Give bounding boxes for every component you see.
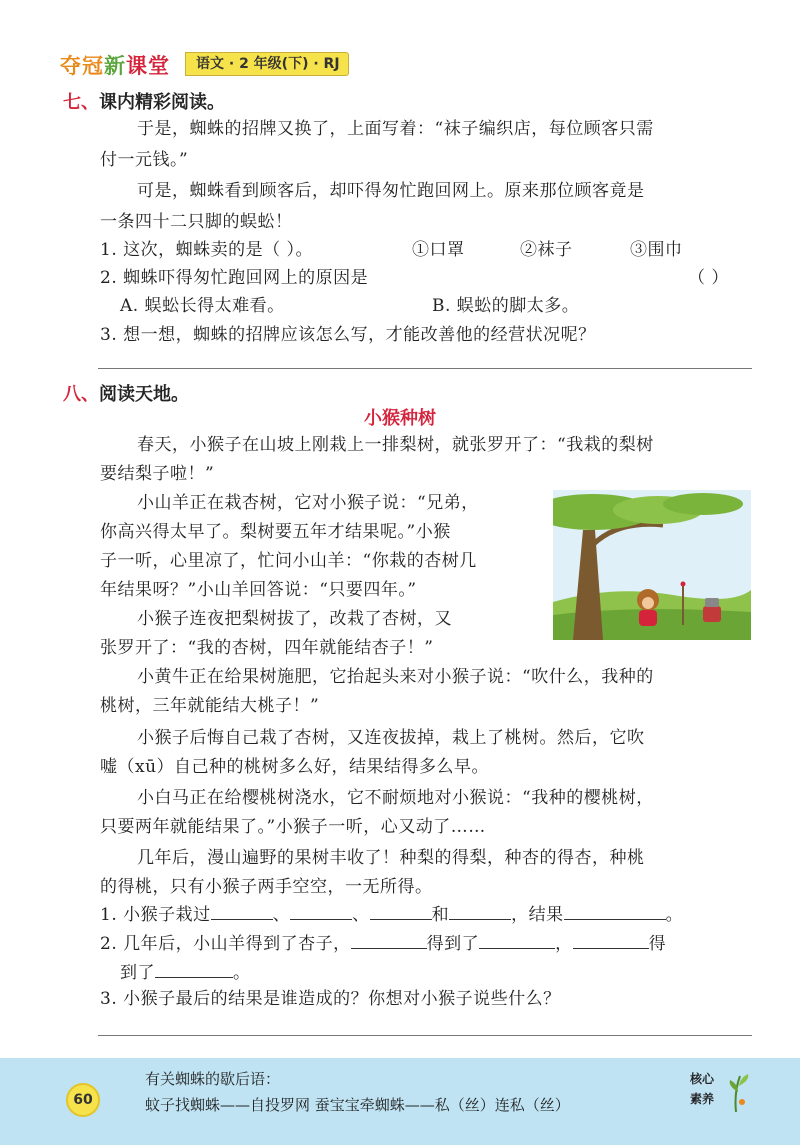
s8-passage-line-7: 小猴子连夜把梨树拔了，改栽了杏树，又: [137, 609, 452, 629]
s8-q2-got: 得到了: [426, 934, 480, 954]
s8-passage-line-10: 桃树，三年就能结大桃子！”: [100, 696, 320, 716]
answer-line: [98, 1035, 752, 1036]
section-8-heading: [63, 380, 189, 406]
story-title: 小猴种树: [364, 408, 436, 429]
s8-q1-sep-1: 、: [272, 905, 291, 925]
footer-line-1: 有关蜘蛛的歇后语：: [145, 1070, 281, 1088]
brand-logo: [60, 50, 170, 80]
s8-passage-line-6: 年结果呀？”小山羊回答说：“只要四年。”: [100, 580, 417, 600]
s8-q2-end: 。: [233, 963, 251, 983]
answer-line: [98, 368, 752, 369]
footer-line-2: 蚊子找蜘蛛——自投罗网 蚕宝宝牵蜘蛛——私（丝）连私（丝）: [145, 1096, 570, 1114]
blank-3[interactable]: [370, 903, 432, 920]
blank-1[interactable]: [211, 903, 273, 920]
s8-question-1: [100, 903, 683, 925]
logo-text-3: 课堂: [126, 54, 170, 78]
s8-question-3: 3. 小猴子最后的结果是谁造成的？你想对小猴子说些什么？: [100, 989, 561, 1009]
s8-passage-line-4: 你高兴得太早了。梨树要五年才结果呢。”小猴: [100, 522, 451, 542]
s8-question-2-cont: [120, 961, 251, 983]
s7-q2-answer-paren: （ ）: [688, 268, 729, 288]
s8-passage-line-5: 子一听，心里凉了，忙问小山羊：“你栽的杏树几: [100, 551, 477, 571]
s7-q1-option-3: ③围巾: [630, 240, 683, 260]
s8-question-2: [100, 932, 666, 954]
s8-q1-sep-2: 、: [352, 905, 370, 925]
blank-2[interactable]: [290, 903, 352, 920]
s8-q2-text: 2. 几年后，小山羊得到了杏子，: [100, 934, 351, 954]
section-8-number: 八、: [63, 384, 99, 405]
s8-passage-line-16: 的得桃，只有小猴子两手空空，一无所得。: [100, 877, 433, 897]
s8-passage-line-11: 小猴子后悔自己栽了杏树，又连夜拔掉，栽上了桃树。然后，它吹: [137, 728, 645, 748]
blank-9[interactable]: [155, 961, 233, 978]
s7-q2-option-b: B. 蜈蚣的脚太多。: [432, 296, 580, 316]
s8-q2-cont-text: 到了: [120, 963, 155, 983]
blank-6[interactable]: [351, 932, 427, 949]
s8-passage-line-12: 嘘（xū）自己种的桃树多么好，结果结得多么早。: [100, 757, 490, 777]
s8-passage-line-13: 小白马正在给樱桃树浇水，它不耐烦地对小猴说：“我种的樱桃树，: [137, 788, 654, 808]
s8-passage-line-15: 几年后，漫山遍野的果树丰收了！种梨的得梨，种杏的得杏，种桃: [137, 848, 645, 868]
section-7-heading: [63, 88, 225, 114]
s7-question-3: 3. 想一想，蜘蛛的招牌应该怎么写，才能改善他的经营状况呢？: [100, 325, 596, 345]
subject-label: 语文 · 2 年级(下) · RJ: [185, 52, 349, 76]
s8-passage-line-8: 张罗开了：“我的杏树，四年就能结杏子！”: [100, 638, 434, 658]
s8-passage-line-1: 春天，小猴子在山坡上刚栽上一排梨树，就张罗开了：“我栽的梨树: [137, 435, 654, 455]
s7-passage-line-3: 可是，蜘蛛看到顾客后，却吓得匆忙跑回网上。原来那位顾客竟是: [137, 181, 645, 201]
section-7-title: 课内精彩阅读。: [99, 92, 225, 113]
section-7-number: 七、: [63, 92, 99, 113]
s8-q1-and: 和: [431, 905, 450, 925]
badge-top: 核心: [690, 1072, 715, 1086]
section-8-title: 阅读天地。: [99, 384, 189, 405]
blank-7[interactable]: [479, 932, 555, 949]
plant-icon: [726, 1072, 752, 1112]
s8-passage-line-2: 要结梨子啦！”: [100, 464, 215, 484]
monkey-planting-illustration: [553, 490, 751, 640]
s8-passage-line-3: 小山羊正在栽杏树，它对小猴子说：“兄弟，: [137, 493, 479, 513]
blank-5[interactable]: [564, 903, 666, 920]
s8-q1-end: 。: [665, 905, 684, 925]
blank-8[interactable]: [573, 932, 649, 949]
badge-bottom: 素养: [690, 1092, 715, 1106]
s7-passage-line-1: 于是，蜘蛛的招牌又换了，上面写着：“袜子编织店，每位顾客只需: [137, 119, 654, 139]
s8-passage-line-14: 只要两年就能结果了。”小猴子一听，心又动了……: [100, 817, 486, 837]
s7-q1-option-1: ①口罩: [412, 240, 465, 260]
s7-passage-line-2: 付一元钱。”: [100, 150, 189, 170]
s7-q1-option-2: ②袜子: [520, 240, 573, 260]
s7-question-2: 2. 蜘蛛吓得匆忙跑回网上的原因是: [100, 268, 369, 288]
s7-passage-line-4: 一条四十二只脚的蜈蚣！: [100, 212, 293, 232]
blank-4[interactable]: [449, 903, 511, 920]
logo-text-1: 夺冠: [60, 54, 104, 78]
s7-question-1: 1. 这次，蜘蛛卖的是（ ）。: [100, 240, 314, 260]
core-literacy-badge: [690, 1068, 754, 1112]
s8-q2-de: 得: [648, 934, 667, 954]
s8-passage-line-9: 小黄牛正在给果树施肥，它抬起头来对小猴子说：“吹什么，我种的: [137, 667, 654, 687]
s8-q1-text: 1. 小猴子栽过: [100, 905, 211, 925]
s8-q2-comma: ，: [555, 934, 573, 954]
s8-q1-result: ，结果: [511, 905, 564, 925]
s7-q2-option-a: A. 蜈蚣长得太难看。: [120, 296, 285, 316]
page-number: 60: [66, 1083, 100, 1117]
logo-text-2: 新: [104, 54, 126, 78]
